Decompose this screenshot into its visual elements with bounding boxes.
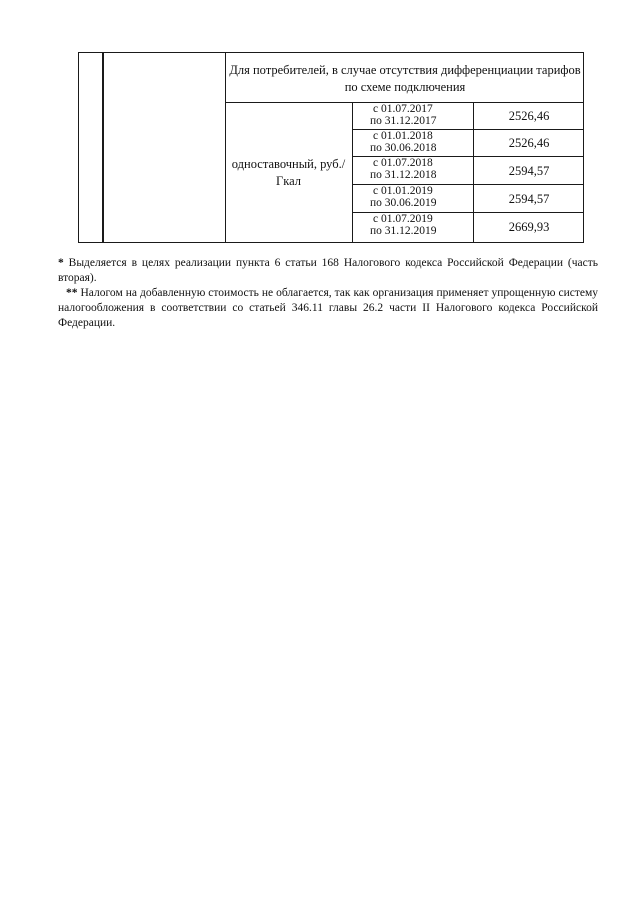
footnote-2 <box>58 286 598 331</box>
period-cell <box>353 185 471 209</box>
footnote-2-text: Налогом на добавленную стоимость не облагается, так как организация применяет упрощенную систему налогообложения в соответствии со статьей 346.11 главы 26.2 части II Налогового кодекса Российской Федерации. <box>58 287 598 329</box>
footnote-1-mark: * <box>58 257 64 269</box>
period-from: с 01.07.2018 <box>373 157 433 169</box>
period-from: с 01.01.2018 <box>373 130 433 142</box>
period-from: с 01.07.2019 <box>373 213 433 225</box>
period-cell <box>353 103 471 127</box>
period-cell <box>353 130 471 154</box>
period-to: по 31.12.2018 <box>370 169 437 181</box>
period-cell <box>353 157 471 181</box>
footnotes <box>58 256 598 331</box>
footnote-1-text: Выделяется в целях реализации пункта 6 статьи 168 Налогового кодекса Российской Федерации (часть вторая). <box>58 257 598 284</box>
footnote-2-mark: ** <box>66 287 78 299</box>
period-to: по 30.06.2019 <box>370 197 437 209</box>
table-top-border <box>78 52 584 53</box>
tariff-value: 2669,93 <box>508 220 550 234</box>
table-header-text: Для потребителей, в случае отсутствия дифференциации тарифов по схеме подключения <box>229 63 581 94</box>
period-to: по 31.12.2017 <box>370 115 437 127</box>
period-cell <box>353 213 471 237</box>
period-from: с 01.01.2019 <box>373 185 433 197</box>
col-rule-left <box>78 52 79 243</box>
tariff-value: 2594,57 <box>508 164 550 178</box>
tariff-name: одноставочный, руб./Гкал <box>231 157 346 188</box>
col-rule-2 <box>102 52 104 243</box>
period-to: по 30.06.2018 <box>370 142 437 154</box>
table-bottom-border <box>78 242 584 243</box>
tariff-value: 2526,46 <box>508 136 550 150</box>
period-to: по 31.12.2019 <box>370 225 437 237</box>
tariff-table <box>78 52 584 243</box>
footnote-1 <box>58 256 598 286</box>
period-from: с 01.07.2017 <box>373 103 433 115</box>
tariff-value: 2594,57 <box>508 192 550 206</box>
tariff-value: 2526,46 <box>508 109 550 123</box>
